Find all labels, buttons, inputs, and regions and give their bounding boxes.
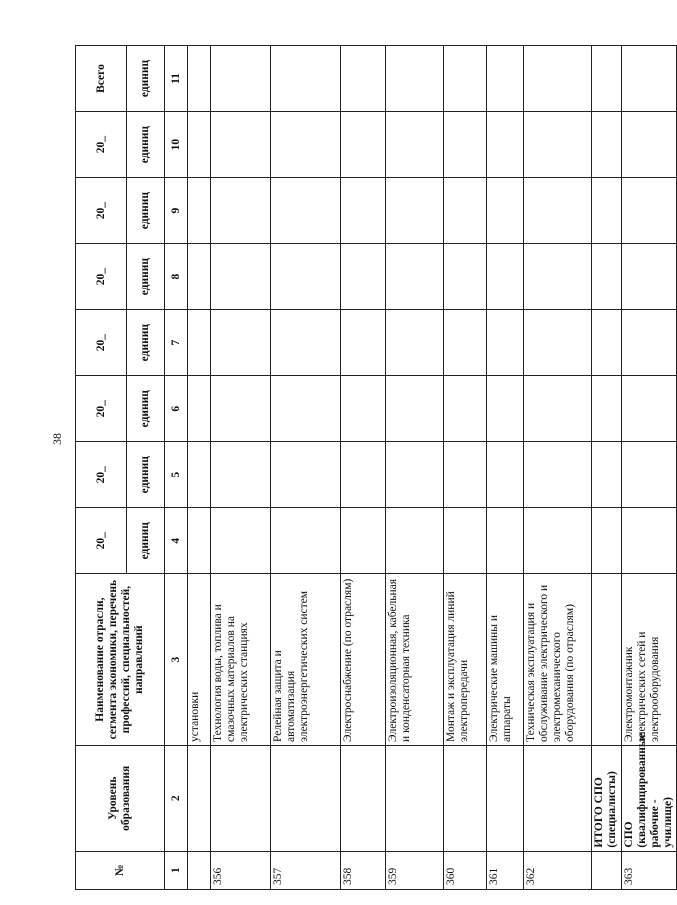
table-row <box>592 46 622 890</box>
row-code: 357 <box>271 851 341 889</box>
header-no: № <box>76 851 165 889</box>
header-unit: единиц <box>127 178 165 244</box>
row-level: СПО (квалифицированные рабочие - училище) <box>622 745 677 851</box>
header-year: 20_ <box>76 508 127 574</box>
column-number: 7 <box>165 310 188 376</box>
row-code <box>592 851 622 889</box>
column-number: 9 <box>165 178 188 244</box>
table-row <box>444 46 487 890</box>
page-number: 38 <box>50 433 64 445</box>
row-code: 360 <box>444 851 487 889</box>
row-name: Техническая эксплуатация и обслуживание электрического и электромеханического оборудования (по отраслям) <box>524 574 592 746</box>
row-level <box>524 745 592 851</box>
row-code: 362 <box>524 851 592 889</box>
table-row <box>341 46 386 890</box>
row-name: Релейная защита и автоматизация электроэнергетических систем <box>271 574 341 746</box>
column-number: 8 <box>165 244 188 310</box>
header-unit: единиц <box>127 112 165 178</box>
table-row <box>188 46 211 890</box>
table-row <box>487 46 524 890</box>
header-year: 20_ <box>76 376 127 442</box>
header-year: 20_ <box>76 178 127 244</box>
header-name: Наименование отрасли, сегмента экономики, перечень профессий, специальностей, направлений <box>76 574 165 746</box>
header-total: Всего <box>76 46 127 112</box>
row-level: ИТОГО СПО (специалисты) <box>592 745 622 851</box>
header-level: Уровень образования <box>76 745 165 851</box>
row-name: Электромонтажник электрических сетей и электрооборудования <box>622 574 677 746</box>
row-level <box>386 745 444 851</box>
header-unit: единиц <box>127 244 165 310</box>
row-name: Электроизоляционная, кабельная и конденсаторная техника <box>386 574 444 746</box>
header-unit: единиц <box>127 442 165 508</box>
row-level <box>271 745 341 851</box>
header-unit: единиц <box>127 310 165 376</box>
column-number: 4 <box>165 508 188 574</box>
row-name: Электрические машины и аппараты <box>487 574 524 746</box>
row-name <box>592 574 622 746</box>
row-name: Электроснабжение (по отраслям) <box>341 574 386 746</box>
column-number: 11 <box>165 46 188 112</box>
row-code: 363 <box>622 851 677 889</box>
header-unit: единиц <box>127 376 165 442</box>
row-name: установки <box>188 574 211 746</box>
table-row <box>211 46 271 890</box>
header-unit: единиц <box>127 508 165 574</box>
row-code <box>188 851 211 889</box>
row-level <box>188 745 211 851</box>
row-code: 358 <box>341 851 386 889</box>
row-level <box>487 745 524 851</box>
column-number: 10 <box>165 112 188 178</box>
row-code: 356 <box>211 851 271 889</box>
row-level <box>211 745 271 851</box>
column-number: 2 <box>165 745 188 851</box>
header-year: 20_ <box>76 310 127 376</box>
column-number: 1 <box>165 851 188 889</box>
header-year: 20_ <box>76 442 127 508</box>
column-number-row <box>165 46 188 890</box>
header-unit: единиц <box>127 46 165 112</box>
education-table <box>75 45 677 890</box>
table-row <box>524 46 592 890</box>
header-year: 20_ <box>76 112 127 178</box>
row-name: Технология воды, топлива и смазочных материалов на электрических станциях <box>211 574 271 746</box>
table-row <box>271 46 341 890</box>
row-level <box>341 745 386 851</box>
row-level <box>444 745 487 851</box>
rotated-page <box>75 45 674 890</box>
row-code: 361 <box>487 851 524 889</box>
table-row <box>622 46 677 890</box>
column-number: 5 <box>165 442 188 508</box>
column-number: 6 <box>165 376 188 442</box>
row-name: Монтаж и эксплуатация линий электропередачи <box>444 574 487 746</box>
header-year: 20_ <box>76 244 127 310</box>
column-number: 3 <box>165 574 188 746</box>
table-row <box>386 46 444 890</box>
row-code: 359 <box>386 851 444 889</box>
